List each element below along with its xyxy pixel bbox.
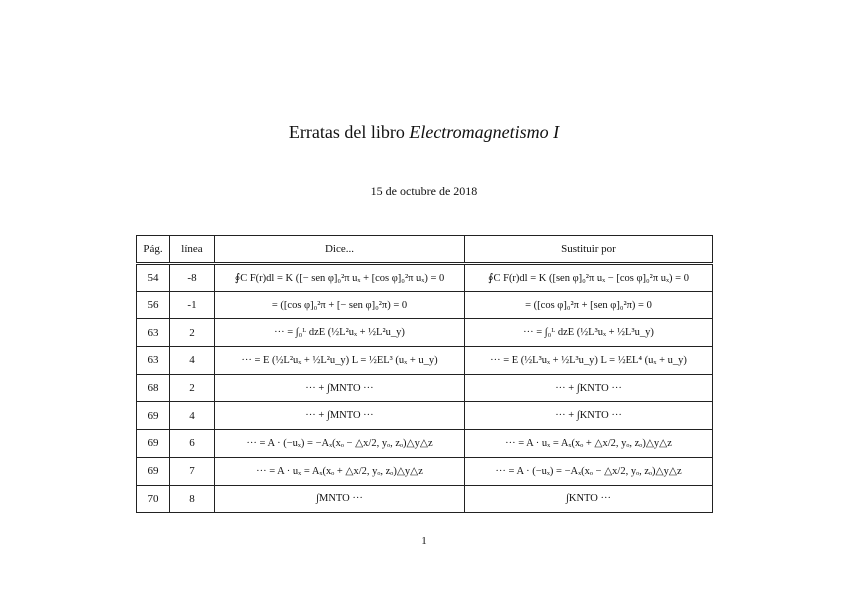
errata-table [136, 235, 713, 513]
cell-linea: -1 [170, 291, 215, 319]
table-row [137, 319, 713, 347]
cell-linea: 2 [170, 374, 215, 402]
cell-sustituir: = ([cos φ]₀²π + [sen φ]₀²π) = 0 [465, 291, 713, 319]
cell-dice: ∮C F(r)dl = K ([− sen φ]₀²π uₓ + [cos φ]₀²π uₓ) = 0 [215, 264, 465, 292]
cell-linea: -8 [170, 264, 215, 292]
cell-pag: 68 [137, 374, 170, 402]
cell-sustituir: ··· = A · uₓ = Aₓ(xₒ + △x/2, yₒ, zₒ)△y△z [465, 430, 713, 458]
header-linea: línea [170, 236, 215, 264]
cell-dice: ··· = A · (−uₓ) = −Aₓ(xₒ − △x/2, yₒ, zₒ)△y△z [215, 430, 465, 458]
cell-sustituir: ∫KNTO ··· [465, 485, 713, 513]
table-header-row [137, 236, 713, 264]
page-number: 1 [421, 535, 427, 547]
cell-sustituir: ··· = E (½L³uₓ + ½L³u_y) L = ½EL⁴ (uₓ + u_y) [465, 347, 713, 375]
header-sustituir: Sustituir por [465, 236, 713, 264]
cell-pag: 70 [137, 485, 170, 513]
cell-sustituir: ··· = A · (−uₓ) = −Aₓ(xₒ − △x/2, yₒ, zₒ)△y△z [465, 457, 713, 485]
cell-dice: = ([cos φ]₀²π + [− sen φ]₀²π) = 0 [215, 291, 465, 319]
header-dice: Dice... [215, 236, 465, 264]
cell-linea: 2 [170, 319, 215, 347]
table-row [137, 485, 713, 513]
title-prefix: Erratas del libro [288, 122, 410, 142]
table-row [137, 402, 713, 430]
document-date: 15 de octubre de 2018 [370, 184, 478, 198]
cell-sustituir: ··· + ∫KNTO ··· [465, 374, 713, 402]
cell-dice: ··· = ∫₀ᴸ dzE (½L²uₓ + ½L²u_y) [215, 319, 465, 347]
table-row [137, 264, 713, 292]
cell-linea: 4 [170, 347, 215, 375]
cell-linea: 6 [170, 430, 215, 458]
cell-sustituir: ··· = ∫₀ᴸ dzE (½L³uₓ + ½L³u_y) [465, 319, 713, 347]
cell-pag: 63 [137, 347, 170, 375]
cell-dice: ∫MNTO ··· [215, 485, 465, 513]
document-title [0, 122, 848, 143]
header-pag: Pág. [137, 236, 170, 264]
table-row [137, 457, 713, 485]
cell-dice: ··· + ∫MNTO ··· [215, 374, 465, 402]
cell-pag: 69 [137, 430, 170, 458]
title-book-name: Electromagnetismo I [409, 122, 560, 142]
table-row [137, 374, 713, 402]
cell-pag: 69 [137, 402, 170, 430]
cell-pag: 63 [137, 319, 170, 347]
cell-dice: ··· = A · uₓ = Aₓ(xₒ + △x/2, yₒ, zₒ)△y△z [215, 457, 465, 485]
cell-dice: ··· = E (½L²uₓ + ½L²u_y) L = ½EL³ (uₓ + u_y) [215, 347, 465, 375]
table-row [137, 291, 713, 319]
cell-dice: ··· + ∫MNTO ··· [215, 402, 465, 430]
cell-pag: 54 [137, 264, 170, 292]
cell-linea: 7 [170, 457, 215, 485]
cell-sustituir: ∮C F(r)dl = K ([sen φ]₀²π uₓ − [cos φ]₀²π uₓ) = 0 [465, 264, 713, 292]
cell-sustituir: ··· + ∫KNTO ··· [465, 402, 713, 430]
table-row [137, 347, 713, 375]
cell-linea: 4 [170, 402, 215, 430]
cell-linea: 8 [170, 485, 215, 513]
cell-pag: 69 [137, 457, 170, 485]
cell-pag: 56 [137, 291, 170, 319]
table-row [137, 430, 713, 458]
